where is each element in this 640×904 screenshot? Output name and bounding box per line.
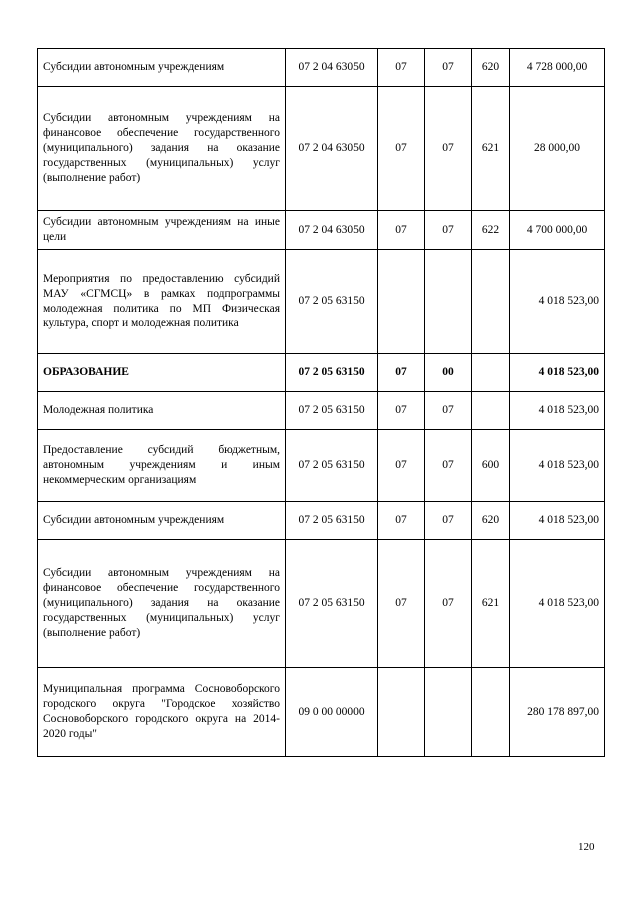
row-code: 07 2 05 63150 (286, 540, 378, 668)
row-section: 07 (378, 49, 425, 87)
row-name: Субсидии автономным учреждениям (38, 502, 286, 540)
row-code: 07 2 05 63150 (286, 250, 378, 354)
table-row (38, 502, 605, 540)
row-amount: 4 700 000,00 (510, 211, 605, 250)
row-section: 07 (378, 392, 425, 430)
row-name: Субсидии автономным учреждениям на финансовое обеспечение государственного (муниципального) задания на оказание государственных (муниципальных) услуг (выполнение работ) (38, 87, 286, 211)
row-vr (472, 354, 510, 392)
row-amount: 4 018 523,00 (510, 502, 605, 540)
row-name: Предоставление субсидий бюджетным, автономным учреждениям и иным некоммерческим организациям (38, 430, 286, 502)
row-vr: 621 (472, 540, 510, 668)
table-row (38, 540, 605, 668)
row-subsection: 07 (425, 540, 472, 668)
row-name: Молодежная политика (38, 392, 286, 430)
row-subsection: 07 (425, 430, 472, 502)
page-number: 120 (578, 841, 595, 853)
row-code: 07 2 04 63050 (286, 49, 378, 87)
row-subsection: 07 (425, 49, 472, 87)
row-name: Мероприятия по предоставлению субсидий МАУ «СГМСЦ» в рамках подпрограммы молодежная политика по МП Физическая культура, спорт и молодежная политика (38, 250, 286, 354)
row-subsection: 07 (425, 211, 472, 250)
row-section: 07 (378, 87, 425, 211)
budget-table (37, 48, 605, 757)
row-code: 07 2 04 63050 (286, 87, 378, 211)
row-code: 07 2 05 63150 (286, 502, 378, 540)
row-amount: 4 018 523,00 (510, 392, 605, 430)
row-name: Субсидии автономным учреждениям (38, 49, 286, 87)
table-row (38, 87, 605, 211)
row-section (378, 668, 425, 757)
row-section: 07 (378, 430, 425, 502)
table-row (38, 668, 605, 757)
table-row (38, 250, 605, 354)
row-subsection: 07 (425, 87, 472, 211)
row-amount: 4 018 523,00 (510, 250, 605, 354)
row-section: 07 (378, 211, 425, 250)
row-code: 07 2 05 63150 (286, 430, 378, 502)
row-vr: 620 (472, 502, 510, 540)
row-amount: 280 178 897,00 (510, 668, 605, 757)
table-row (38, 354, 605, 392)
table-row (38, 49, 605, 87)
row-amount: 4 018 523,00 (510, 354, 605, 392)
table-row (38, 211, 605, 250)
row-section: 07 (378, 502, 425, 540)
row-code: 07 2 05 63150 (286, 354, 378, 392)
table-row (38, 392, 605, 430)
row-name: ОБРАЗОВАНИЕ (38, 354, 286, 392)
row-vr (472, 392, 510, 430)
row-section: 07 (378, 540, 425, 668)
row-subsection: 07 (425, 392, 472, 430)
row-amount: 4 018 523,00 (510, 430, 605, 502)
row-section: 07 (378, 354, 425, 392)
row-subsection: 07 (425, 502, 472, 540)
row-subsection (425, 668, 472, 757)
row-vr (472, 668, 510, 757)
row-subsection (425, 250, 472, 354)
row-vr: 622 (472, 211, 510, 250)
row-amount: 4 018 523,00 (510, 540, 605, 668)
row-code: 09 0 00 00000 (286, 668, 378, 757)
row-vr: 620 (472, 49, 510, 87)
row-vr: 600 (472, 430, 510, 502)
row-amount: 4 728 000,00 (510, 49, 605, 87)
row-section (378, 250, 425, 354)
row-name: Субсидии автономным учреждениям на финансовое обеспечение государственного (муниципального) задания на оказание государственных (муниципальных) услуг (выполнение работ) (38, 540, 286, 668)
row-vr: 621 (472, 87, 510, 211)
table-row (38, 430, 605, 502)
row-amount: 28 000,00 (510, 87, 605, 211)
row-code: 07 2 05 63150 (286, 392, 378, 430)
row-name: Субсидии автономным учреждениям на иные цели (38, 211, 286, 250)
row-name: Муниципальная программа Сосновоборского городского округа "Городское хозяйство Сосновоборского городского округа на 2014-2020 годы" (38, 668, 286, 757)
row-vr (472, 250, 510, 354)
row-code: 07 2 04 63050 (286, 211, 378, 250)
row-subsection: 00 (425, 354, 472, 392)
